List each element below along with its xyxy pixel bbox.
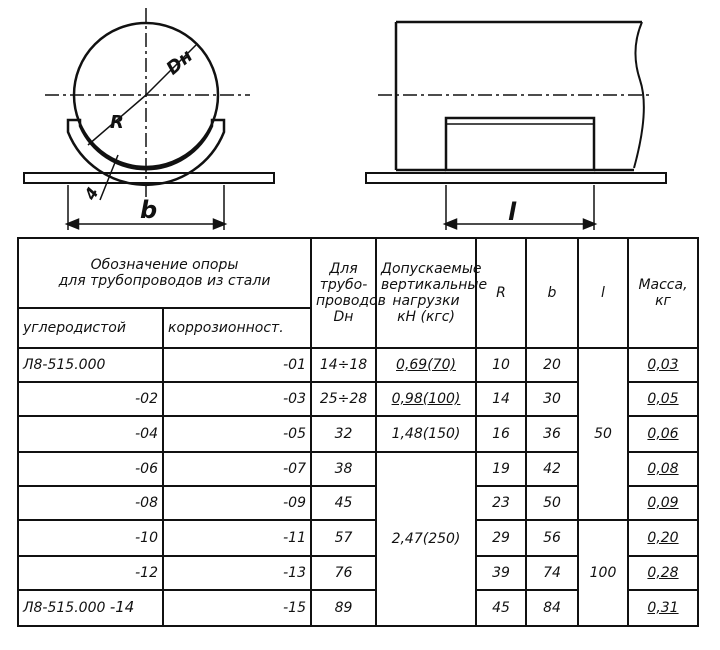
cell-r: 45 [476, 590, 526, 626]
cell-b: 20 [526, 348, 578, 382]
diameter-label: Dн [162, 45, 197, 80]
cell-carbon: -08 [18, 486, 163, 520]
cell-load: 0,98(100) [376, 382, 476, 416]
table-row [18, 348, 698, 382]
cell-r: 16 [476, 416, 526, 452]
cell-mass: 0,28 [628, 556, 698, 590]
cell-corrosion: -03 [163, 382, 311, 416]
length-label: l [508, 198, 517, 226]
cell-dn: 38 [311, 452, 376, 486]
header-designation: Обозначение опоры для трубопроводов из стали [18, 238, 311, 308]
cell-b: 30 [526, 382, 578, 416]
cell-corrosion: -09 [163, 486, 311, 520]
width-label: b [140, 196, 158, 224]
cell-carbon [18, 590, 163, 626]
cell-corrosion: -13 [163, 556, 311, 590]
cell-dn: 89 [311, 590, 376, 626]
cell-dn: 57 [311, 520, 376, 556]
cell-carbon-suffix: -14 [109, 598, 135, 617]
cell-r: 10 [476, 348, 526, 382]
specification-table [17, 237, 699, 627]
thickness-label: 4 [80, 183, 103, 204]
cell-mass: 0,06 [628, 416, 698, 452]
cell-dn: 25÷28 [311, 382, 376, 416]
cell-b: 56 [526, 520, 578, 556]
cell-b: 74 [526, 556, 578, 590]
cell-mass: 0,20 [628, 520, 698, 556]
cell-load: 1,48(150) [376, 416, 476, 452]
cell-r: 29 [476, 520, 526, 556]
cell-dn: 45 [311, 486, 376, 520]
cell-carbon: -10 [18, 520, 163, 556]
cell-dn: 14÷18 [311, 348, 376, 382]
cell-corrosion: -11 [163, 520, 311, 556]
cell-corrosion: -05 [163, 416, 311, 452]
cell-b: 42 [526, 452, 578, 486]
cell-corrosion: -07 [163, 452, 311, 486]
header-diameter: Для трубо- проводов Dн [311, 238, 376, 348]
cell-load-merged: 2,47(250) [376, 452, 476, 626]
header-load: Допускаемые вертикальные нагрузки кН (кгс) [376, 238, 476, 348]
table-row [18, 520, 698, 556]
cell-l-merged: 50 [578, 348, 628, 520]
cell-mass: 0,05 [628, 382, 698, 416]
cell-carbon: -02 [18, 382, 163, 416]
cell-carbon-prefix: Л8-515.000 [23, 600, 106, 617]
header-l: l [578, 238, 628, 348]
support-drawings [0, 0, 720, 240]
cell-carbon: -04 [18, 416, 163, 452]
cell-corrosion: -15 [163, 590, 311, 626]
cell-b: 36 [526, 416, 578, 452]
cell-mass: 0,31 [628, 590, 698, 626]
cell-corrosion: -01 [163, 348, 311, 382]
cell-mass: 0,09 [628, 486, 698, 520]
cell-dn: 32 [311, 416, 376, 452]
cell-load: 0,69(70) [376, 348, 476, 382]
cell-carbon: Л8-515.000 [18, 348, 163, 382]
cell-mass: 0,03 [628, 348, 698, 382]
cell-r: 39 [476, 556, 526, 590]
cell-r: 23 [476, 486, 526, 520]
cell-mass: 0,08 [628, 452, 698, 486]
cell-b: 84 [526, 590, 578, 626]
header-mass: Масса, кг [628, 238, 698, 348]
header-carbon: углеродистой [18, 308, 163, 348]
cell-dn: 76 [311, 556, 376, 590]
header-r: R [476, 238, 526, 348]
cell-r: 19 [476, 452, 526, 486]
header-b: b [526, 238, 578, 348]
cell-b: 50 [526, 486, 578, 520]
cell-l-merged: 100 [578, 520, 628, 626]
header-corrosion: коррозионност. [163, 308, 311, 348]
cell-r: 14 [476, 382, 526, 416]
cell-carbon: -06 [18, 452, 163, 486]
radius-label: R [110, 112, 124, 133]
cell-carbon: -12 [18, 556, 163, 590]
